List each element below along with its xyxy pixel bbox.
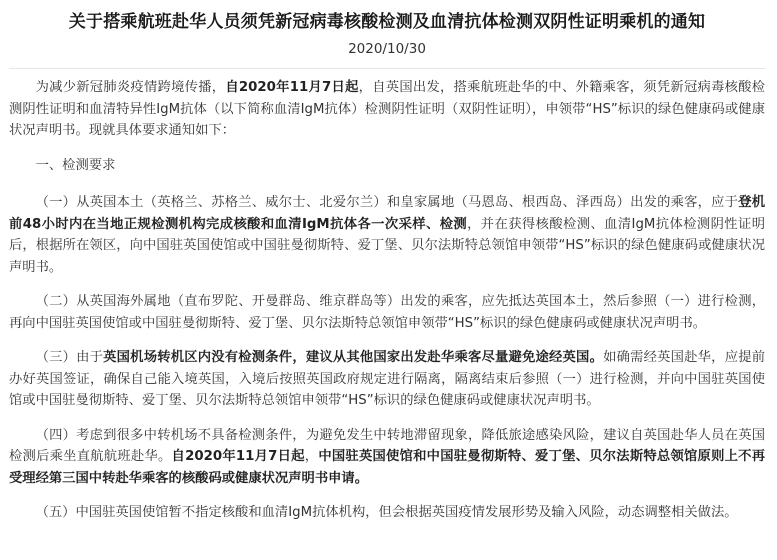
item-1-text-2: ，并在获得核酸检测、血清IgM抗体检测阴性证明后，根据所在领区，向中国驻英国使馆或中国驻曼彻斯特、爱丁堡、贝尔法斯特总领馆申领带“HS”标识的绿色健康码或健康状况声明书。	[9, 216, 765, 275]
item-4-text-1: （四）考虑到很多中转机场不具备检测条件，为避免发生中转地滞留现象，降低旅途感染风险，建议自英国赴华人员在英国检测后乘坐直航航班赴华。	[9, 427, 765, 464]
title-divider	[9, 68, 765, 69]
item-4-bold-policy: 中国驻英国使馆和中国驻曼彻斯特、爱丁堡、贝尔法斯特总领馆原则上不再受理经第三国中转赴华乘客的核酸码或健康状况声明书申请。	[9, 449, 766, 486]
intro-text-1: 为减少新冠肺炎疫情跨境传播，	[35, 80, 226, 95]
item-3-bold: 英国机场转机区内没有检测条件，建议从其他国家出发赴华乘客尽量避免途经英国。	[103, 350, 604, 365]
section-heading-testing: 一、检测要求	[35, 157, 116, 173]
publish-date: 2020/10/30	[348, 41, 426, 57]
intro-bold-date: 自2020年11月7日起	[225, 80, 359, 95]
item-4-text-2: ，	[304, 449, 319, 464]
item-3-text-1: （三）由于	[35, 350, 104, 365]
item-4-paragraph	[9, 425, 765, 490]
intro-paragraph	[9, 77, 765, 142]
item-3-paragraph	[9, 347, 765, 412]
intro-text-2: ，自英国出发，搭乘航班赴华的中、外籍乘客，须凭新冠病毒核酸检测阴性证明和血清特异性IgM抗体（以下简称血清IgM抗体）检测阴性证明（双阴性证明），申领带“HS”标识的绿色健康码或健康状况声明书。现就具体要求通知如下：	[9, 80, 766, 138]
article-body	[9, 77, 765, 524]
item-5-paragraph	[9, 502, 765, 524]
item-1-text-1: （一）从英国本土（英格兰、苏格兰、威尔士、北爱尔兰）和皇家属地（马恩岛、根西岛、泽西岛）出发的乘客，应于	[35, 195, 739, 210]
item-5-text: （五）中国驻英国使馆暂不指定核酸和血清IgM抗体机构，但会根据英国疫情发展形势及输入风险，动态调整相关做法。	[35, 505, 738, 520]
item-1-paragraph	[9, 192, 765, 278]
item-2-text: （二）从英国海外属地（直布罗陀、开曼群岛、维京群岛等）出发的乘客，应先抵达英国本土，然后参照（一）进行检测，再向中国驻英国使馆或中国驻曼彻斯特、爱丁堡、贝尔法斯特总领馆申领带“HS”标识的绿色健康码或健康状况声明书。	[9, 294, 765, 331]
item-2-paragraph	[9, 291, 765, 334]
item-1-bold: 登机前48小时内在当地正规检测机构完成核酸和血清IgM抗体各一次采样、检测	[9, 195, 766, 232]
item-3-text-2: 如确需经英国赴华，应提前办好英国签证，确保自己能入境英国，入境后按照英国政府规定进行隔离，隔离结束后参照（一）进行检测，并向中国驻英国使馆或中国驻曼彻斯特、爱丁堡、贝尔法斯特总领馆申领带“HS”标识的绿色健康码或健康状况声明书。	[9, 350, 766, 408]
page-title: 关于搭乘航班赴华人员须凭新冠病毒核酸检测及血清抗体检测双阴性证明乘机的通知	[68, 12, 706, 32]
item-4-bold-date: 自2020年11月7日起	[171, 449, 305, 464]
